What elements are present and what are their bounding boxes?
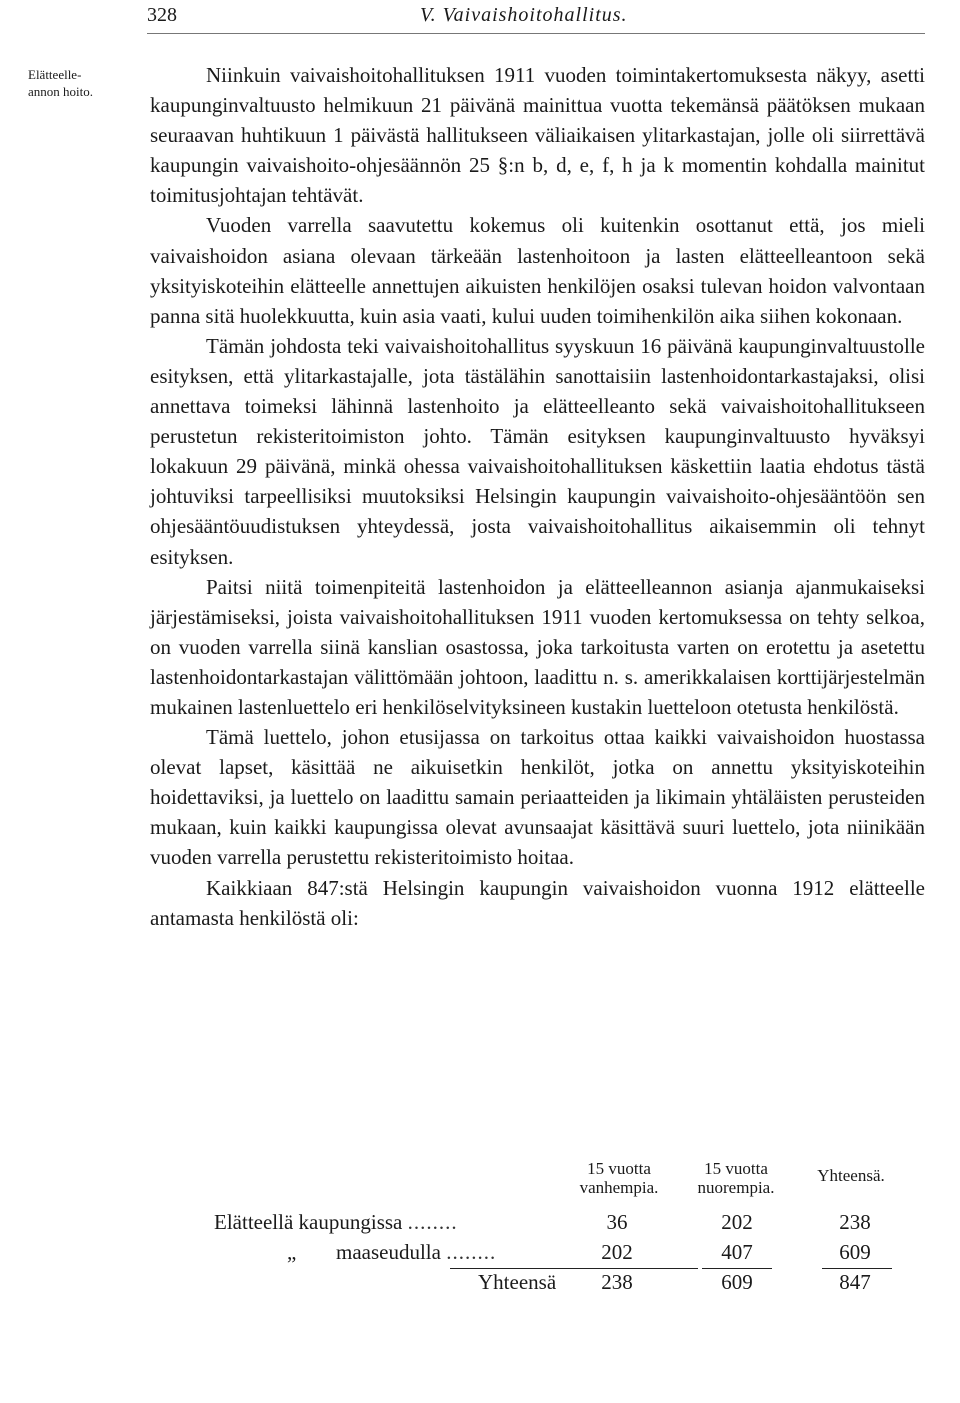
paragraph-4: Paitsi niitä toimenpiteitä lastenhoidon ja elätteelleannon asianja ajanmukaiseksi järjestämiseksi, joista vaivaishoitohallituksen 1911 vuoden kertomuksessa on tehty selkoa, on vuoden varrella siinä kanslian osastossa, joka tarkoitusta varten on erotettu ja asetettu lastenhoidontarkastajan välittömään johtoon, laadittu n. s. amerikkalaisen korttijärjestelmän mukainen lastenluettelo eri henkilöselvityksineen kustakin luetteloon otetusta henkilöstä. xyxy=(150,574,925,719)
table-row xyxy=(150,1240,925,1270)
sum-rule xyxy=(702,1268,772,1269)
total-total: 847 xyxy=(839,1270,871,1294)
table-total-row xyxy=(150,1270,925,1300)
column-header-total: Yhteensä. xyxy=(817,1166,885,1185)
cell-older: 36 xyxy=(606,1210,628,1234)
cell-older: 202 xyxy=(601,1240,633,1264)
total-younger: 609 xyxy=(721,1270,753,1294)
paragraph-2: Vuoden varrella saavutettu kokemus oli kuitenkin osottanut että, jos mieli vaivaishoidon asiana olevaan tärkeään lastenhoitoon ja lasten elätteelleantoon sekä yksityiskoteihin elätteelle annettujen aikuisten henkilöjen osaksi tulevan hoidon valvontaan panna sitä huolekkuutta, kuin asia vaati, kului uuden toimihenkilön aika siihen kokonaan. xyxy=(150,213,925,328)
total-label: Yhteensä xyxy=(478,1270,557,1294)
running-head: V. Vaivaishoitohallitus. xyxy=(420,4,628,26)
cell-total: 238 xyxy=(839,1210,871,1234)
paragraph-3: Tämän johdosta teki vaivaishoitohallitus syyskuun 16 päivänä kaupunginvaltuustolle esityksen, että ylitarkastajalle, jota tästälähin sanottaisiin lastenhoidontarkastajaksi, olisi annettava toimeksi lähinnä lastenhoito ja elätteelleanto sekä vaivaishoitohallitukseen perustetun rekisteritoimiston johto. Tämän esityksen kaupunginvaltuusto hyväksyi lokakuun 29 päivänä, minkä ohessa vaivaishoitohallituksen käskettiin laatia ehdotus tästä johtuviksi tarpeellisiksi muutoksiksi Helsingin kaupungin vaivaishoito-ohjesääntöön sen ohjesääntöuudistuksen yhteydessä, josta vaivaishoitohallitus aikaisemmin oli tehnyt esityksen. xyxy=(150,333,925,569)
margin-note: Elätteelle- annon hoito. xyxy=(28,67,93,99)
cell-total: 609 xyxy=(839,1240,871,1264)
paragraph-6: Kaikkiaan 847:stä Helsingin kaupungin vaivaishoidon vuonna 1912 elätteelle antamasta henkilöstä oli: xyxy=(150,875,925,930)
cell-younger: 407 xyxy=(721,1240,753,1264)
column-header-younger: 15 vuotta nuorempia. xyxy=(697,1159,775,1197)
column-header-older: 15 vuotta vanhempia. xyxy=(579,1159,659,1197)
paragraph-5: Tämä luettelo, johon etusijassa on tarkoitus ottaa kaikki vaivaishoidon huostassa olevat lapset, käsittää ne aikuisetkin henkilöt, jotka on annettu yksityiskoteihin hoidettaviksi, ja luettelo on laadittu samain periaatteiden ja likimain yhtäläisten perusteiden mukaan, kuin kaikki kaupungissa olevat avunsaajat käsittävä suuri luettelo, jota niinikään vuoden varrella perustettu rekisteritoimisto hoitaa. xyxy=(150,725,925,870)
sum-rule xyxy=(590,1268,698,1269)
table-row xyxy=(150,1210,925,1240)
paragraph-1: Niinkuin vaivaishoitohallituksen 1911 vuoden toimintakertomuksesta näkyy, asetti kaupunginvaltuusto helmikuun 21 päivänä mainittua vuotta tekemänsä päätöksen mukaan seuraavan huhtikuun 1 päivästä hallitukseen väliaikaisen ylitarkastajan, jolle oli siirrettävä kaupungin vaivaishoito-ohjesäännön 25 §:n b, d, e, f, h ja k momentin kohdalla mainitut toimitusjohtajan tehtävät. xyxy=(150,63,925,208)
sum-rule xyxy=(822,1268,892,1269)
sum-rule xyxy=(450,1268,590,1269)
total-older: 238 xyxy=(601,1270,633,1294)
ditto-mark: „ xyxy=(287,1240,297,1264)
row-label: maaseudulla ........ xyxy=(336,1240,497,1264)
page-header xyxy=(0,0,960,34)
body-text xyxy=(150,60,925,933)
cell-younger: 202 xyxy=(721,1210,753,1234)
row-label: Elätteellä kaupungissa ........ xyxy=(214,1210,458,1234)
header-rule xyxy=(147,33,925,34)
page-number: 328 xyxy=(147,4,177,26)
